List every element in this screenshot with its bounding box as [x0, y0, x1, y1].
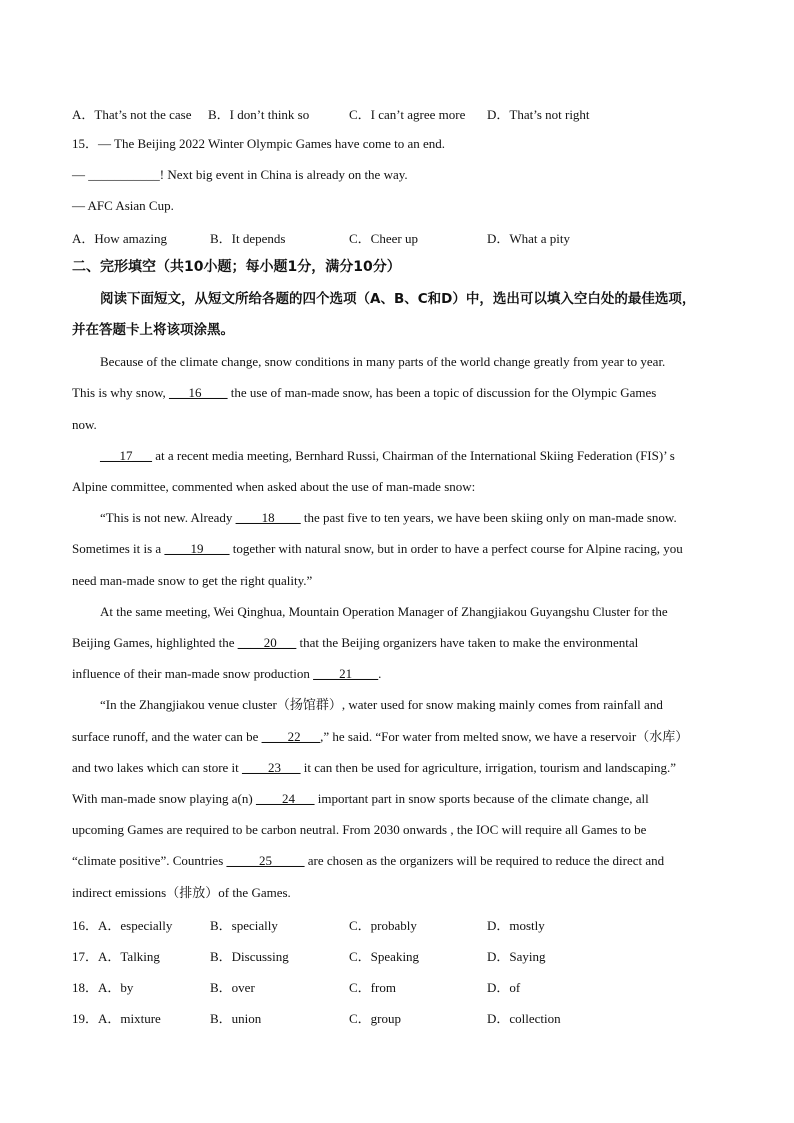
instructions-line2: 并在答题卡上将该项涂黑。	[72, 322, 234, 338]
q18-option-a: 18．A．by	[72, 980, 134, 995]
q15-stem: 15．— The Beijing 2022 Winter Olympic Games have come to an end.	[72, 136, 446, 151]
q14-option-b: B．I don’t think so	[208, 107, 310, 122]
q19-option-a: 19．A．mixture	[72, 1011, 161, 1026]
text-seg: together with natural snow, but in order to have a perfect course for Alpine racing, you	[229, 541, 683, 556]
text-seg: With man-made snow playing a(n)	[72, 791, 256, 806]
text-seg: “This is not new. Already	[100, 510, 236, 525]
text-seg: Sometimes it is a	[72, 541, 165, 556]
passage-p4-line3	[72, 665, 381, 683]
q15-line3: — AFC Asian Cup.	[72, 198, 174, 213]
passage-p5-line5: upcoming Games are required to be carbon neutral. From 2030 onwards , the IOC will require all Games to be	[72, 822, 647, 837]
q14-option-a: A．That’s not the case	[72, 107, 192, 122]
blank-17: ___17___	[100, 448, 152, 463]
text-seg: the use of man-made snow, has been a topic of discussion for the Olympic Games	[227, 385, 657, 400]
q19-option-c: C．group	[349, 1011, 402, 1026]
text-seg: .	[378, 666, 382, 681]
passage-p1-line2	[72, 384, 656, 402]
text-seg: surface runoff, and the water can be	[72, 729, 262, 744]
q16-option-d: D．mostly	[487, 918, 545, 933]
passage-p2-line1	[100, 447, 675, 465]
text-seg: and two lakes which can store it	[72, 760, 243, 775]
q14-option-d: D．That’s not right	[487, 107, 590, 122]
text-seg: important part in snow sports because of the climate change, all	[314, 791, 649, 806]
q15-option-c: C．Cheer up	[349, 231, 418, 246]
blank-23: ____23___	[242, 760, 301, 775]
passage-p5-line2	[72, 728, 688, 746]
q16-option-a: 16．A．especially	[72, 918, 173, 933]
blank-19: ____19____	[164, 541, 230, 556]
text-seg: are chosen as the organizers will be required to reduce the direct and	[304, 853, 665, 868]
q17-option-b: B．Discussing	[210, 949, 289, 964]
blank-20: ____20___	[237, 635, 297, 650]
text-seg: that the Beijing organizers have taken to make the environmental	[296, 635, 639, 650]
passage-p3-line1	[100, 509, 677, 527]
blank-21: ____21____	[313, 666, 379, 681]
q17-option-a: 17．A．Talking	[72, 949, 160, 964]
q15-option-d: D．What a pity	[487, 231, 571, 246]
section-title: 二、完形填空（共10小题；每小题1分，满分10分）	[72, 259, 401, 275]
q16-option-c: C．probably	[349, 918, 417, 933]
text-seg: Beijing Games, highlighted the	[72, 635, 238, 650]
q19-option-b: B．union	[210, 1011, 262, 1026]
passage-p5-line4	[72, 790, 649, 808]
q15-blank: — ___________	[72, 167, 160, 182]
instructions-line1: 阅读下面短文，从短文所给各题的四个选项（A、B、C和D）中，选出可以填入空白处的最佳选项，	[100, 291, 696, 307]
q15-line2	[72, 166, 408, 184]
passage-p5-line1: “In the Zhangjiakou venue cluster（扬馆群）, water used for snow making mainly comes from rainfall and	[100, 697, 663, 712]
blank-16: ___16____	[169, 385, 228, 400]
blank-22: ____22___	[261, 729, 321, 744]
passage-p5-line7: indirect emissions（排放）of the Games.	[72, 885, 291, 900]
passage-p2-line2: Alpine committee, commented when asked about the use of man-made snow:	[72, 479, 476, 494]
blank-24: ____24___	[255, 791, 315, 806]
q17-option-c: C．Speaking	[349, 949, 420, 964]
text-seg: ,” he said. “For water from melted snow, we have a reservoir（水库）	[320, 729, 689, 744]
passage-p1-line1: Because of the climate change, snow conditions in many parts of the world change greatly from year to year.	[100, 354, 666, 369]
blank-25: _____25_____	[226, 853, 305, 868]
q17-option-d: D．Saying	[487, 949, 546, 964]
text-seg: at a recent media meeting, Bernhard Russi, Chairman of the International Skiing Federation (FIS)’ s	[152, 448, 675, 463]
passage-p3-line3: need man-made snow to get the right quality.”	[72, 573, 313, 588]
q19-option-d: D．collection	[487, 1011, 561, 1026]
q15-line2-text: ! Next big event in China is already on the way.	[159, 167, 408, 182]
passage-p1-line3: now.	[72, 417, 97, 432]
passage-p5-line6	[72, 852, 664, 870]
q16-option-b: B．specially	[210, 918, 278, 933]
passage-p4-line2	[72, 634, 638, 652]
text-seg: “climate positive”. Countries	[72, 853, 227, 868]
text-seg: influence of their man-made snow production	[72, 666, 314, 681]
q15-option-a: A．How amazing	[72, 231, 167, 246]
q18-option-c: C．from	[349, 980, 396, 995]
text-seg: the past five to ten years, we have been skiing only on man-made snow.	[300, 510, 677, 525]
q18-option-b: B．over	[210, 980, 255, 995]
text-seg: This is why snow,	[72, 385, 170, 400]
q15-option-b: B．It depends	[210, 231, 286, 246]
passage-p4-line1: At the same meeting, Wei Qinghua, Mountain Operation Manager of Zhangjiakou Guyangshu Cluster for the	[100, 604, 668, 619]
q18-option-d: D．of	[487, 980, 521, 995]
q14-option-c: C．I can’t agree more	[349, 107, 466, 122]
blank-18: ____18____	[235, 510, 301, 525]
text-seg: it can then be used for agriculture, irrigation, tourism and landscaping.”	[300, 760, 676, 775]
passage-p3-line2	[72, 540, 683, 558]
passage-p5-line3	[72, 759, 676, 777]
